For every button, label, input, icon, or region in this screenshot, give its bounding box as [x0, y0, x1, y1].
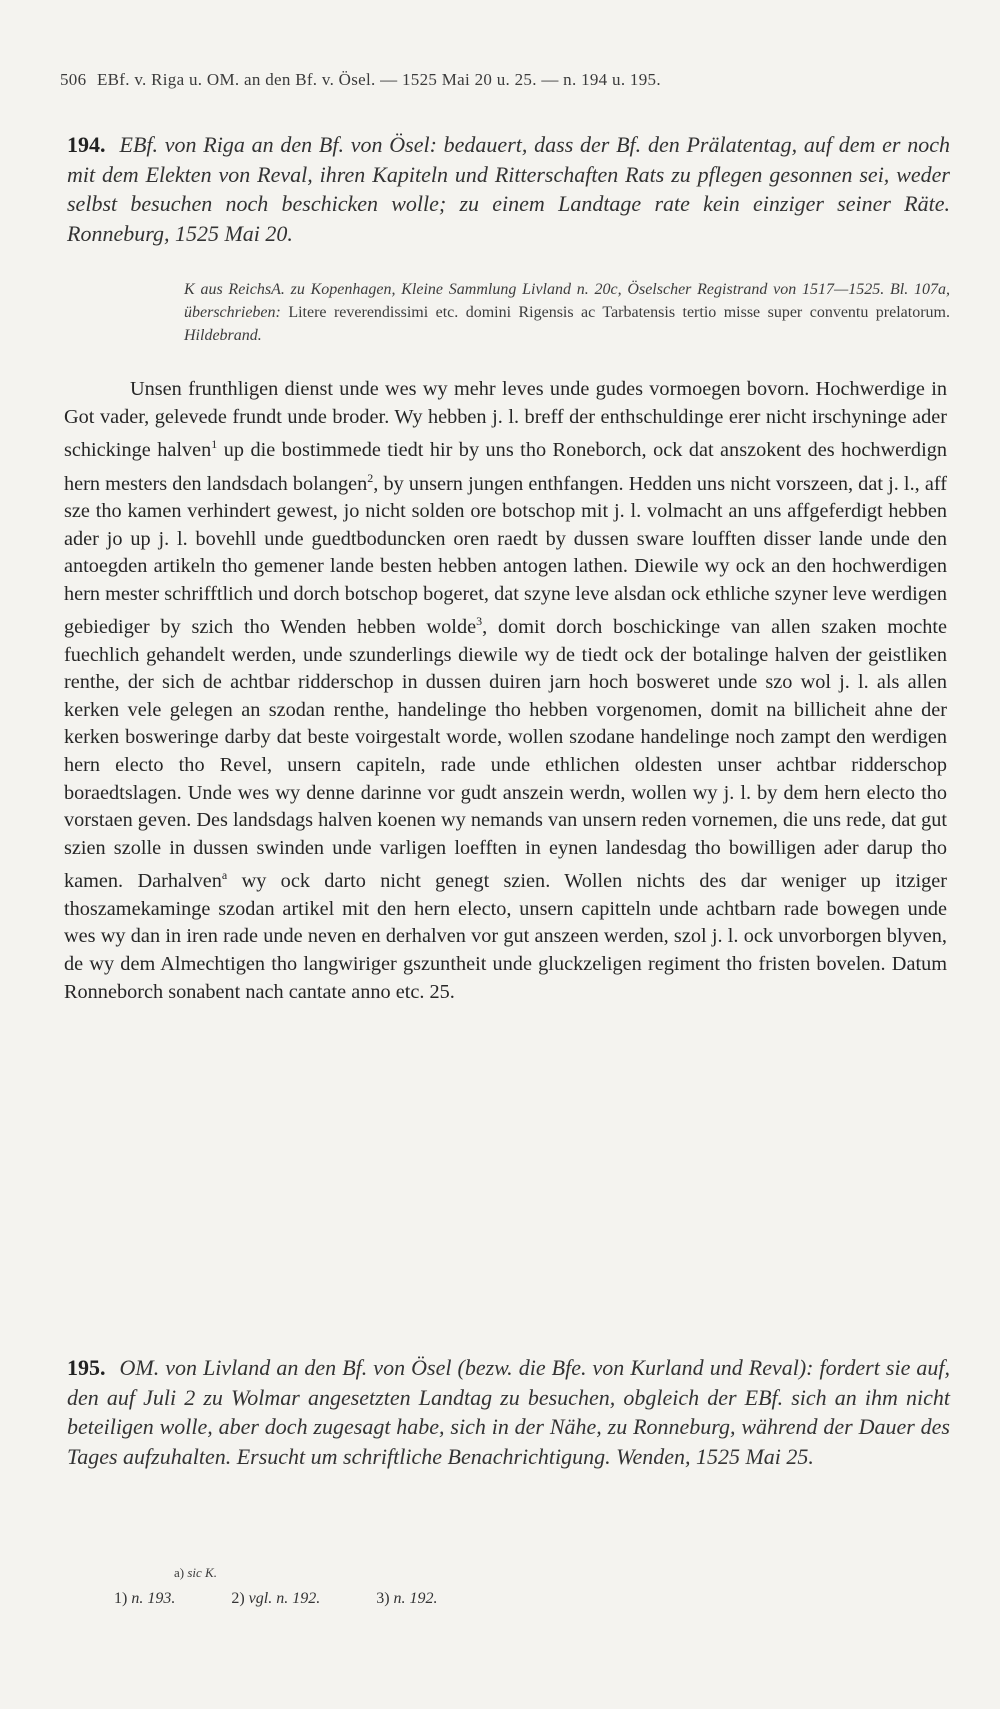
page-number: 506 [60, 70, 87, 89]
entry-195-regest [67, 1353, 950, 1471]
source-editor: Hildebrand. [184, 327, 262, 344]
running-title: EBf. v. Riga u. OM. an den Bf. v. Ösel. — 1525 Mai 20 u. 25. — n. 194 u. 195. [96, 70, 661, 89]
footnote-ref-2: 2 [367, 470, 374, 485]
source-citation: K aus ReichsA. zu Kopenhagen, Kleine Sammlung Livland n. 20c, Öselscher Registrand von 1517—1525. Bl. 107a, überschrieben: [184, 281, 950, 321]
entry-194-regest [67, 130, 950, 248]
source-heading: Litere reverendissimi etc. domini Rigensis ac Tarbatensis tertio misse super conventu prelatorum. [288, 304, 951, 321]
footnote-2: 2) vgl. n. 192. [231, 1590, 321, 1607]
letter-text [64, 376, 947, 1006]
footnote-3: 3) n. 192. [376, 1590, 438, 1607]
footnote-ref-3: 3 [476, 614, 483, 629]
entry-195-summary: OM. von Livland an den Bf. von Ösel (bezw. die Bfe. von Kurland und Reval): fordert sie auf, den auf Juli 2 zu Wolmar angesetzten Landtag zu besuchen, obgleich der EBf. sich an ihm nicht beteiligen wolle, aber doch zugesagt habe, sich in der Nähe, zu Ronneburg, während der Dauer des Tages aufzuhalten. Ersucht um schriftliche Benachrichtigung. Wenden, 1525 Mai 25. [67, 1355, 950, 1469]
footnote-1: 1) n. 193. [114, 1590, 176, 1607]
running-header [60, 70, 667, 90]
letter-paragraph: Unsen frunthligen dienst unde wes wy mehr leves unde gudes vormoegen bovorn. Hochwerdige in Got vader, gelevede frundt unde broder. Wy hebben j. l. breff der enthschuldinge erer nicht irschyninge ader schickinge halven$^1$ up die bostimmede tiedt hir by uns tho Roneborch, ock dat anszokent des hochwerdign hern mesters den landsdach bolangen$^2$, by unsern jungen enthfangen. Hedden uns nicht vorszeen, dat j. l., aff sze tho kamen verhindert gewest, jo nicht solden ore botschop mit j. l. volmacht an uns affgeferdigt hebben ader jo up j. l. bovehll unde guedtboduncken oren raedt by dussen sware loufften disser lande unde den antoegden artikeln tho gemener lande besten hebben antogen lathen. Diewile wy ock an den hochwerdigen hern mester schrifftlich und dorch botschop bogeret, dat szyne leve alsdan ock ethliche szyner leve werdigen gebiediger by szich tho Wenden hebben wolde$^3$, domit dorch boschickinge van allen szaken mochte fuechlich gehandelt werden, unde szunderlings diewile wy de tiedt ock der botalinge halven der geistliken renthe, der sich de achtbar ridderschop in dussen duiren jarn hoch bosweret unde szo wol j. l. als allen kerken vele gelegen an szodan renthe, handelinge tho hebben vorgenomen, domit na billicheit ahne der kerken bosweringe darby dat beste voirgestalt worde, wollen szodane handelinge noch zampt den werdigen hern electo tho Revel, unsern capiteln, rade unde ethlichen oldesten unser achtbar ridderschop boraedtslagen. Unde wes wy denne darinne vor gudt anszein werdn, wollen wy j. l. by dem hern electo tho vorstaen geven. Des landsdags halven koenen wy nemands van unsern reden vornemen, die uns rede, dat gut szien szolle in dussen swinden unde varligen loefften in eynen landesdag tho bowilligen ader darup tho kamen. Darhalven$^a$ wy ock darto nicht genegt szien. Wollen nichts des dar weniger up itziger thoszamekaminge szodan artikel mit den hern electo, unsern capitteln unde achtbarn rade bowegen unde wes wy dan in iren rade unde neven en derhalven vor gut anszeen werden, szol j. l. ock unvorborgen blyven, de wy dem Almechtigen tho langwiriger gszuntheit unde gluckzeligen regiment tho fristen bovelen. Datum Ronneborch sonabent nach cantate anno etc. 25. [64, 378, 947, 1003]
entry-194-number: 194. [67, 132, 106, 157]
entry-194-summary: EBf. von Riga an den Bf. von Ösel: bedauert, dass der Bf. den Prälatentag, auf dem er noch mit dem Elekten von Reval, ihren Kapiteln und Ritterschaften Rats zu pflegen gesonnen sei, weder selbst besuchen noch beschicken wolle; zu einem Landtage rate kein einziger seiner Räte. Ronneburg, 1525 Mai 20. [67, 132, 950, 246]
entry-195-number: 195. [67, 1355, 106, 1380]
footnote-a: a) sic K. [174, 1565, 217, 1580]
entry-194-source-note [184, 278, 950, 347]
footnote-ref-1: 1 [211, 437, 218, 452]
footnotes [114, 1590, 490, 1608]
footnote-ref-a: a [221, 868, 228, 883]
